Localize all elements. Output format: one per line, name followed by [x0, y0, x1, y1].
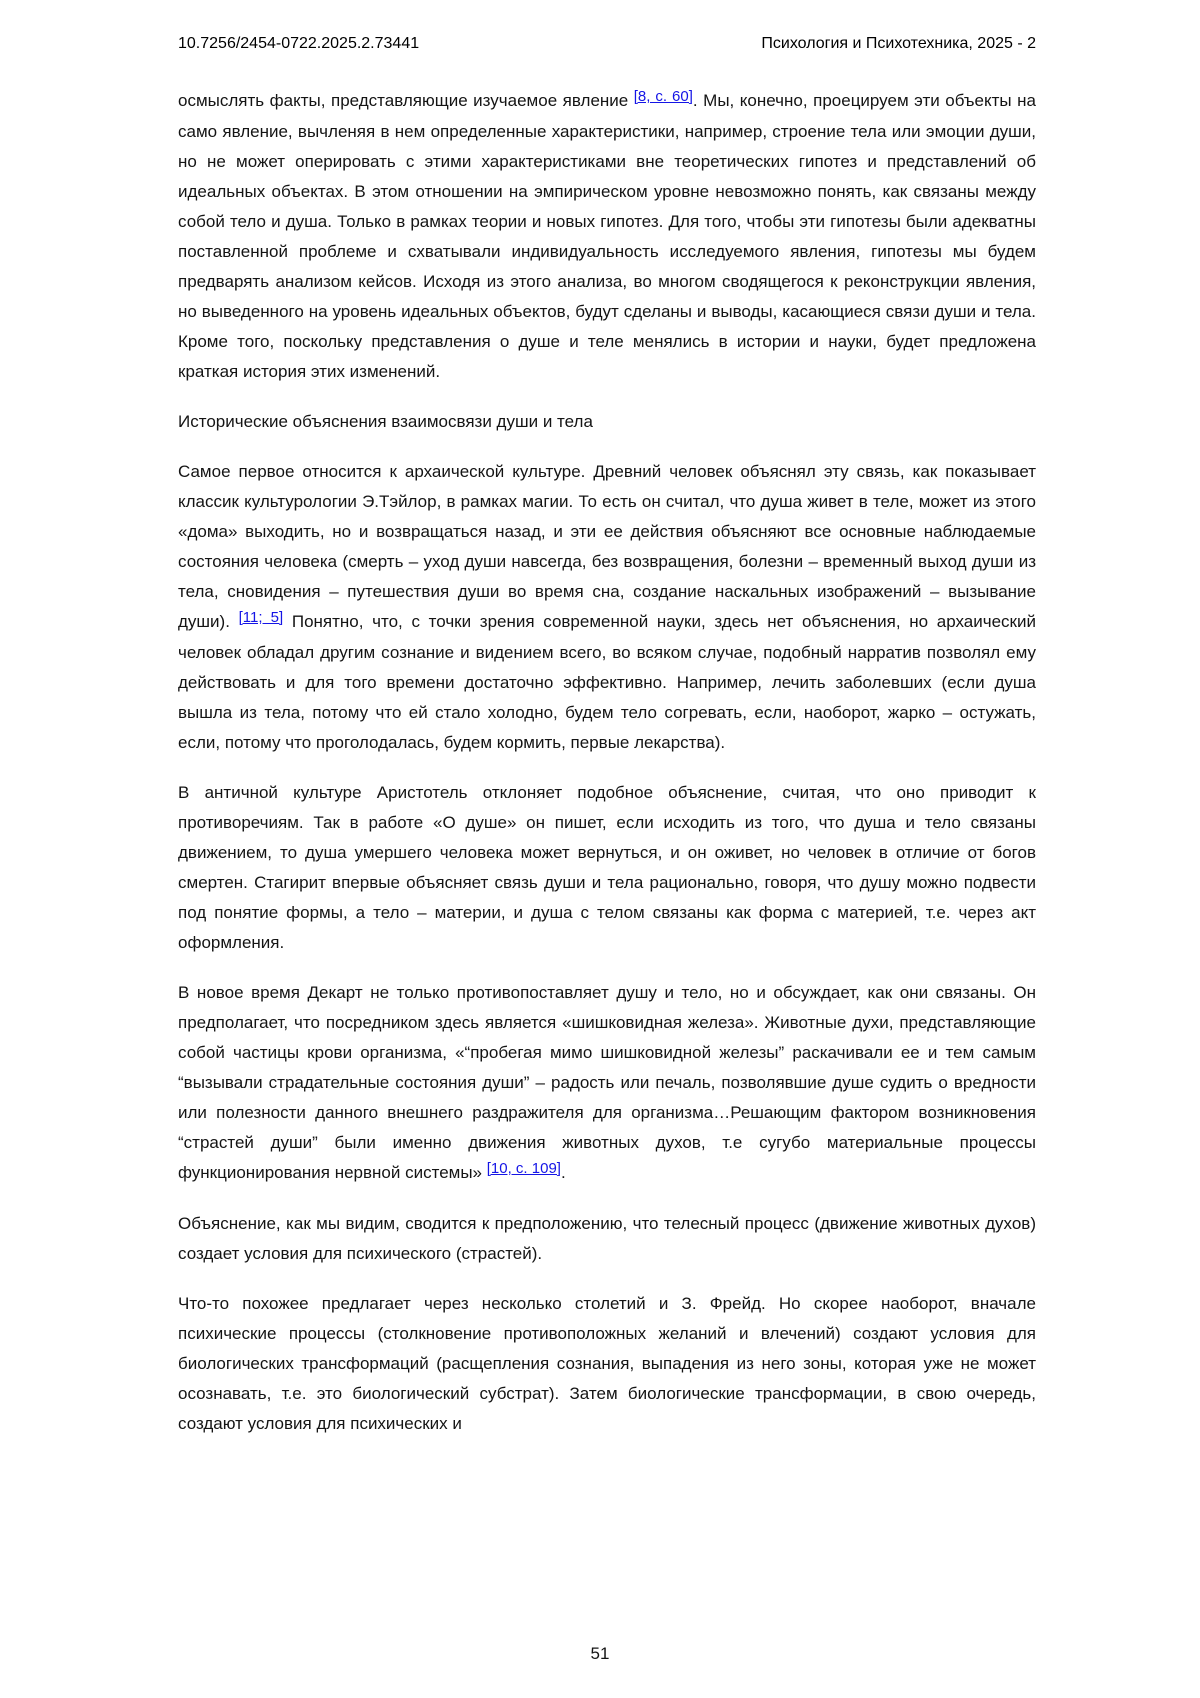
- paragraph: [178, 86, 1036, 387]
- text-run: осмыслять факты, представляющие изучаемое явление: [178, 91, 634, 110]
- paragraph: [178, 1209, 1036, 1269]
- page-footer: [0, 1644, 1200, 1664]
- text-run: Понятно, что, с точки зрения современной науки, здесь нет объяснения, но архаический человек обладал другим сознание и видением всего, во всяком случае, подобный нарратив позволял ему действовать и для того времени достаточно эффективно. Например, лечить заболевших (если душа вышла из тела, потому что ей стало холодно, будем тело согревать, если, наоборот, жарко – остужать, если, потому что проголодалась, будем кормить, первые лекарства).: [178, 612, 1036, 752]
- text-run: В новое время Декарт не только противопоставляет душу и тело, но и обсуждает, как они связаны. Он предполагает, что посредником здесь является «шишковидная железа». Животные духи, представляющие собой частицы крови организма, «“пробегая мимо шишковидной железы” раскачивали ее и тем самым “вызывали страдательные состояния души” – радость или печаль, позволявшие душе судить о вредности или полезности данного внешнего раздражителя для организма…Решающим фактором возникновения “страстей души” были именно движения животных духов, т.е сугубо материальные процессы функционирования нервной системы»: [178, 983, 1036, 1182]
- paragraph: [178, 978, 1036, 1189]
- text-run: Самое первое относится к архаической культуре. Древний человек объяснял эту связь, как показывает классик культурологии Э.Тэйлор, в рамках магии. То есть он считал, что душа живет в теле, может из этого «дома» выходить, но и возвращаться назад, и эти ее действия объясняют все основные наблюдаемые состояния человека (смерть – уход души навсегда, без возвращения, болезни – временный выход души из тела, сновидения – путешествия души во время сна, создание наскальных изображений – вызывание души).: [178, 462, 1036, 631]
- page-number: 51: [590, 1644, 610, 1663]
- citation-link[interactable]: [11; 5]: [238, 609, 284, 626]
- section-heading: [178, 407, 1036, 437]
- text-run: Объяснение, как мы видим, сводится к предположению, что телесный процесс (движение животных духов) создает условия для психического (страстей).: [178, 1214, 1036, 1263]
- text-run: Что-то похожее предлагает через несколько столетий и З. Фрейд. Но скорее наоборот, вначале психические процессы (столкновение противоположных желаний и влечений) создают условия для биологических трансформаций (расщепления сознания, выпадения из него зоны, которая уже не может осознавать, т.е. это биологический субстрат). Затем биологические трансформации, в свою очередь, создают условия для психических и: [178, 1294, 1036, 1433]
- doi: 10.7256/2454-0722.2025.2.73441: [178, 35, 420, 52]
- text-run: .: [560, 1163, 566, 1182]
- text-run: Исторические объяснения взаимосвязи души и тела: [178, 412, 593, 431]
- citation-link[interactable]: [10, с. 109]: [486, 1160, 561, 1177]
- document-body: [178, 86, 1036, 1459]
- text-run: В античной культуре Аристотель отклоняет подобное объяснение, считая, что оно приводит к противоречиям. Так в работе «О душе» он пишет, если исходить из того, что душа и тело связаны движением, то душа умершего человека может вернуться, и он оживет, но человек в отличие от богов смертен. Стагирит впервые объясняет связь души и тела рационально, говоря, что душу можно подвести под понятие формы, а тело – материи, и душа с телом связаны как форма с материей, т.е. через акт оформления.: [178, 783, 1036, 952]
- page-header: [178, 34, 1036, 54]
- text-run: . Мы, конечно, проецируем эти объекты на само явление, вычленяя в нем определенные характеристики, например, строение тела или эмоции души, но не может оперировать с этими характеристиками вне теоретических гипотез и представлений об идеальных объектах. В этом отношении на эмпирическом уровне невозможно понять, как связаны между собой тело и душа. Только в рамках теории и новых гипотез. Для того, чтобы эти гипотезы были адекватны поставленной проблеме и схватывали индивидуальность исследуемого явления, гипотезы мы будем предварять анализом кейсов. Исходя из этого анализа, во многом сводящегося к реконструкции явления, но выведенного на уровень идеальных объектов, будут сделаны и выводы, касающиеся связи души и тела. Кроме того, поскольку представления о душе и теле менялись в истории и науки, будет предложена краткая история этих изменений.: [178, 91, 1036, 381]
- paragraph: [178, 457, 1036, 758]
- paragraph: [178, 1289, 1036, 1439]
- citation-link[interactable]: [8, с. 60]: [633, 88, 693, 105]
- journal-title: Психология и Психотехника, 2025 - 2: [761, 35, 1036, 52]
- paragraph: [178, 778, 1036, 958]
